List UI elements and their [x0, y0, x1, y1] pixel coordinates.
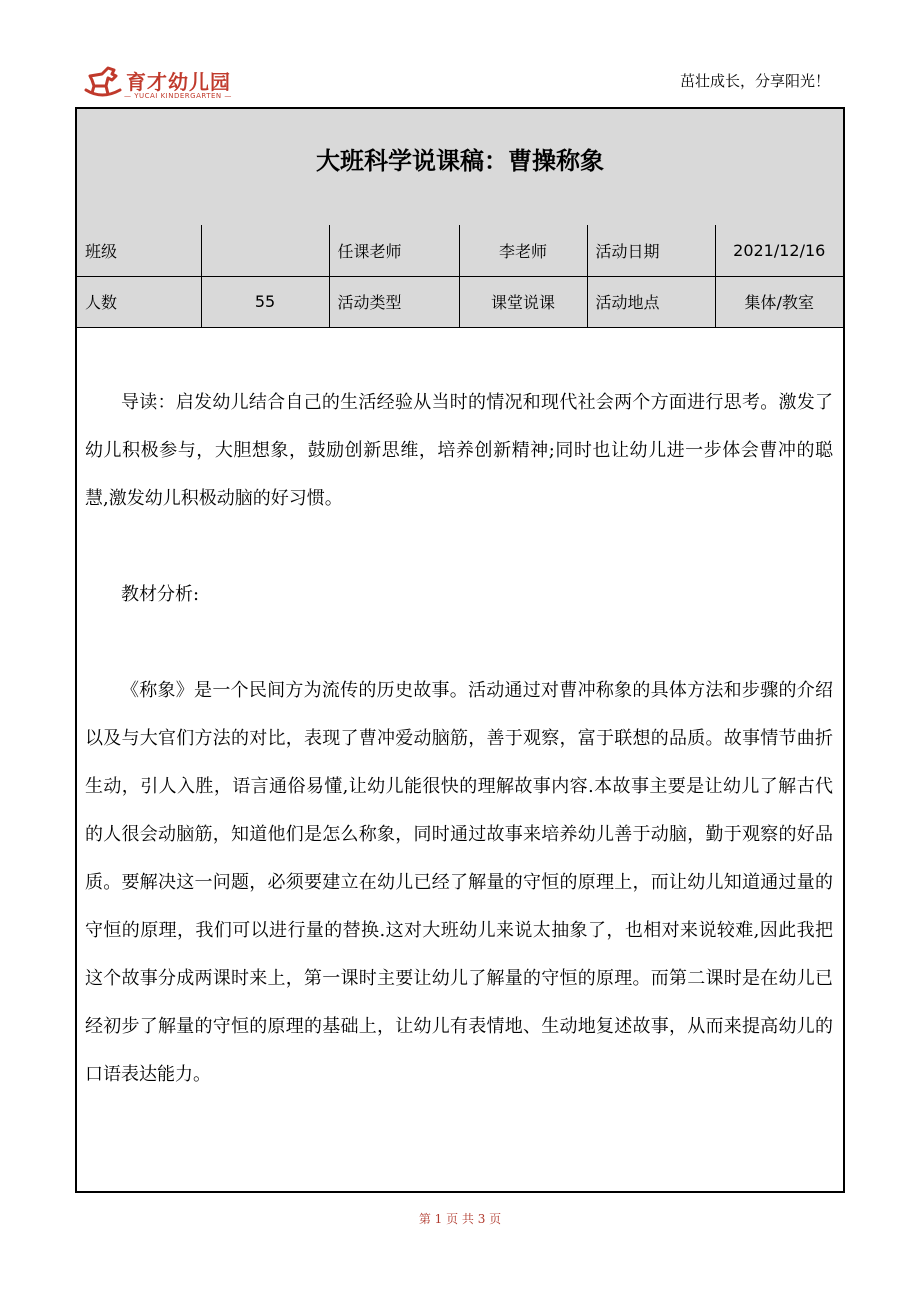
analysis-paragraph: 《称象》是一个民间方为流传的历史故事。活动通过对曹冲称象的具体方法和步骤的介绍以及与大官们方法的对比，表现了曹冲爱动脑筋，善于观察，富于联想的品质。故事情节曲折生动，引人入胜，语言通俗易懂,让幼儿能很快的理解故事内容.本故事主要是让幼儿了解古代的人很会动脑筋，知道他们是怎么称象，同时通过故事来培养幼儿善于动脑，勤于观察的好品质。要解决这一问题，必须要建立在幼儿已经了解量的守恒的原理上，而让幼儿知道通过量的守恒的原理，我们可以进行量的替换.这对大班幼儿来说太抽象了，也相对来说较难,因此我把这个故事分成两课时来上，第一课时主要让幼儿了解量的守恒的原理。而第二课时是在幼儿已经初步了解量的守恒的原理的基础上，让幼儿有表情地、生动地复述故事，从而来提高幼儿的口语表达能力。	[85, 680, 833, 1085]
table-row	[77, 225, 843, 276]
document-title: 大班科学说课稿：曹操称象	[316, 147, 604, 175]
table-row	[77, 276, 843, 327]
date-label: 活动日期	[587, 225, 715, 276]
document-body	[85, 379, 833, 1099]
count-label: 人数	[77, 276, 201, 327]
page-header	[0, 0, 920, 108]
intro-paragraph: 导读：启发幼儿结合自己的生活经验从当时的情况和现代社会两个方面进行思考。激发了幼儿积极参与，大胆想象，鼓励创新思维，培养创新精神;同时也让幼儿进一步体会曹冲的聪慧,激发幼儿积极动脑的好习惯。	[85, 392, 833, 509]
section-heading: 教材分析:	[121, 584, 200, 605]
logo-subtitle: — YUCAI KINDERGARTEN —	[124, 92, 232, 100]
header-slogan: 茁壮成长，分享阳光！	[679, 72, 830, 90]
kindergarten-logo	[84, 64, 284, 104]
type-label: 活动类型	[329, 276, 459, 327]
page-number: 第 1 页 共 3 页	[418, 1212, 502, 1226]
teacher-label: 任课老师	[329, 225, 459, 276]
info-table	[77, 225, 843, 328]
class-value	[201, 225, 329, 276]
logo-name: 育才幼儿园	[126, 70, 231, 94]
place-label: 活动地点	[587, 276, 715, 327]
class-label: 班级	[77, 225, 201, 276]
title-row	[77, 109, 843, 226]
count-value: 55	[201, 276, 329, 327]
place-value: 集体/教室	[715, 276, 843, 327]
rocking-horse-icon	[84, 64, 122, 100]
type-value: 课堂说课	[459, 276, 587, 327]
teacher-value: 李老师	[459, 225, 587, 276]
date-value: 2021/12/16	[715, 225, 843, 276]
document-frame	[75, 107, 845, 1193]
